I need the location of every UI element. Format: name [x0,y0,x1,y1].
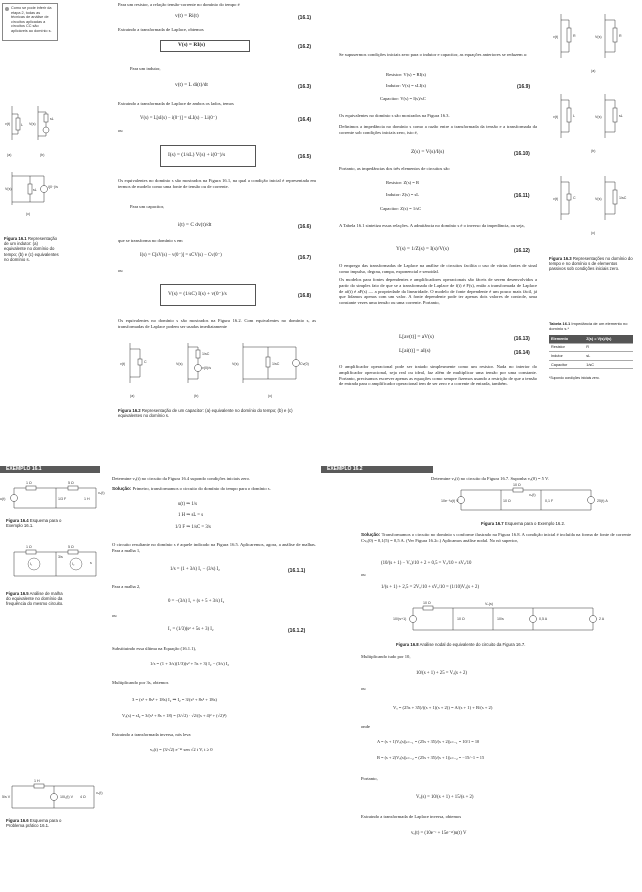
svg-text:C: C [144,360,147,364]
paragraph: Extraindo a transformada de Laplace inversa, obtemos [361,814,462,819]
equation: vₒ(t) = (10e⁻ᵗ + 15e⁻²ᵗ)u(t) V [411,831,467,836]
equation: 1 H ⇒ sL = s [178,513,204,518]
equation: i(t) = C dv(t)/dt [178,222,212,228]
equation: I(s) = C[sV(s) − v(0⁻)] = sCV(s) − Cv(0⁻) [140,253,222,258]
equation: I(s) = (1/sL) V(s) + i(0⁻)/s [168,152,226,158]
paragraph: O circuito resultante no domínio s é aquele indicado na Figura 16.5. Aplicaremos, agora, a análise de malhas. Para a malha 1, [112,542,316,553]
figure-16-5-diagram [6,544,106,584]
table-header-cell: Z(s) = V(s)/I(s) [584,335,633,343]
table-cell: R [584,343,633,352]
page-bottom-left [0,446,321,892]
svg-text:10/(s+1): 10/(s+1) [393,617,407,621]
equation-number: (16.12) [514,248,530,254]
svg-text:5 Ω: 5 Ω [68,545,74,549]
impedance-inductor: Indutor: Z(s) = sL [386,192,420,197]
svg-text:(a): (a) [591,69,596,73]
equation-number: (16.2) [298,44,312,50]
svg-text:0,5 A: 0,5 A [539,617,548,621]
svg-text:10I₁(t) V: 10I₁(t) V [60,795,73,799]
table-header-cell: Elemento [549,335,584,343]
equation-number: (16.6) [298,224,312,230]
table-row [549,352,633,361]
paragraph [361,532,631,544]
impedance-table [549,335,633,369]
equation: L[ai(t)] = aI(s) [399,348,431,354]
svg-text:V(s): V(s) [595,115,602,119]
paragraph: O emprego das transformadas de Laplace na análise de circuitos facilita o uso de várias fontes de sinal como impulso, degrau, rampa, exponencial e senoidal. [339,263,537,274]
paragraph: onde [361,724,370,729]
page-bottom-right [321,446,642,892]
table-cell: Resistor [549,343,584,352]
figure-16-1-diagram [4,100,59,220]
equation: Vₒ = (25s + 35)/((s + 1)(s + 2)) = A/(s + 1) + B/(s + 2) [393,705,493,710]
svg-text:V(s): V(s) [595,197,602,201]
svg-text:v(t): v(t) [120,362,126,366]
equation: Vₒ(s) = 10/(s + 1) + 15/(s + 2) [416,795,474,800]
table-row [549,343,633,352]
svg-text:2 A: 2 A [599,617,605,621]
equation: V(s) = L[sI(s) − i(0⁻)] = sLI(s) − Li(0⁻) [140,116,217,121]
paragraph: Para a malha 2, [112,584,141,589]
paragraph: que se transforma no domínio s em [118,238,183,243]
equation-number: (16.3) [298,84,312,90]
svg-text:10 Ω: 10 Ω [513,483,521,487]
svg-text:10e⁻ᵗu(t) V: 10e⁻ᵗu(t) V [441,499,459,503]
figure-16-7-diagram [441,484,621,514]
paragraph: A Tabela 16.1 sintetiza essas relações. A admitância no domínio s é o inverso da impedância, ou seja, [339,223,525,228]
paragraph: Para um indutor, [130,66,161,71]
figure-16-8-text: Análise nodal do equivalente do circuito da Figura 16.7. [419,642,526,647]
paragraph: Os equivalentes no domínio s são mostrados na Figura 16.2. Com equivalentes no domínio s, as transformadas de Laplace podem ser usadas imediatamente [118,318,316,329]
svg-text:L: L [21,123,23,127]
figure-16-3-label: Figura 16.3 [549,256,572,261]
svg-text:V(s): V(s) [176,362,183,366]
svg-text:C: C [573,196,576,200]
svg-text:v(t): v(t) [5,122,11,126]
figure-16-4-caption [6,518,62,528]
equation: V(s) = RI(s) [178,42,206,48]
figure-16-4-label: Figura 16.4 [6,518,29,523]
equation-number: (16.8) [298,293,312,299]
impedance-resistor: Resistor: Z(s) = R [386,180,420,185]
figure-16-2-caption [118,408,316,418]
svg-text:10 Ω: 10 Ω [423,601,431,605]
svg-text:V(s): V(s) [5,187,12,191]
svg-text:v(t): v(t) [553,115,559,119]
svg-text:vₒ(t): vₒ(t) [96,791,103,795]
equation: I₁ = (1/3)(s² + 5s + 3) I₂ [168,627,214,632]
svg-text:R: R [573,34,576,38]
figure-16-3-caption [549,256,635,272]
svg-text:i(0⁻)/s: i(0⁻)/s [48,185,58,189]
paragraph: Definimos a impedância no domínio s como a razão entre a transformada da tensão e a transformada da corrente sob condições iniciais zero, isto é, [339,124,537,135]
example-banner: EXEMPLO 16.2 [321,466,433,473]
equation: Vₒ(s) = sI₂ = 3/(s² + 8s + 18) = (3/√2) · √2/((s + 4)² + (√2)²) [122,713,227,718]
equation: u(t) ⇒ 1/s [178,502,197,507]
solution-label: Solução: [361,532,381,537]
figure-16-2-text: Representação de um capacitor: (a) equivalente no domínio do tempo; (b) e (c) equivalentes no domínio s. [118,408,293,419]
table-cell: Capacitor [549,360,584,369]
equation: Y(s) = 1/Z(s) = I(s)/V(s) [396,246,449,252]
svg-text:1 Ω: 1 Ω [26,545,32,549]
svg-text:3/s: 3/s [58,555,63,559]
paragraph: Extraindo a transformada de Laplace, obtemos [118,27,204,32]
svg-text:R: R [619,34,622,38]
svg-text:10 Ω: 10 Ω [503,499,511,503]
equation: 1/s = (1 + 3/s)(1/3)(s² + 5s + 3) I₂ − (3/s) I₂ [150,661,230,666]
svg-text:v(0)/s: v(0)/s [202,366,211,370]
paragraph: Os modelos para fontes dependentes e amplificadores operacionais são fáceis de serem desenvolvidos a partir do simples fato de que se a transformada de Laplace de f(t) é F(s), então a transformada de Laplace de af(t) é aF(s) — a propriedade da linearidade. O modelo de fonte dependente é um pouco mais fácil, já que lidamos apenas com um valor. A fonte dependente pode ter apenas dois valores de controle, uma constante vezes uma tensão ou uma corrente. Portanto, [339,277,537,306]
svg-text:V(s): V(s) [29,122,36,126]
svg-text:(a): (a) [130,394,135,398]
equation: v(t) = L di(t)/dt [175,82,208,88]
svg-text:5/s V: 5/s V [2,795,11,799]
figure-16-3-text: Representações no domínio do tempo e no domínio s de elementos passivos sob condições iniciais zero. [549,256,633,272]
paragraph: Multiplicando tudo por 10, [361,654,411,659]
margin-note-text: Como se pode inferir da etapa 2, todas as técnicas de análise de circuitos aplicadas a circuitos CC são aplicáveis ao domínio s. [11,6,52,33]
figure-16-8-diagram [393,600,623,636]
svg-text:vₒ(t): vₒ(t) [529,493,536,497]
equation-number: (16.1.2) [288,628,306,634]
table-row [549,360,633,369]
paragraph: Multiplicando por 3s, obtemos [112,680,169,685]
equation-number: (16.5) [298,154,312,160]
svg-text:(b): (b) [40,153,45,157]
paragraph: ou [361,572,366,577]
equation: 3 = (s³ + 8s² + 18s) I₂ ⇒ I₂ = 3/(s³ + 8s² + 18s) [132,697,217,702]
figure-16-2-diagram [118,335,308,405]
equation-number: (16.1.1) [288,568,306,574]
page-top-left [0,0,321,446]
figure-16-7-caption [481,521,631,526]
svg-text:1 Ω: 1 Ω [26,481,32,485]
svg-text:Vₒ(s): Vₒ(s) [485,602,493,606]
svg-text:(b): (b) [591,149,596,153]
paragraph: Portanto, [361,776,378,781]
relation-inductor: Indutor: V(s) = sLI(s) [386,83,426,88]
figure-16-7-text: Esquema para o Exemplo 16.2. [504,521,566,526]
equation: 10/(s + 1) + 25 = Vₒ(s + 2) [416,671,468,676]
paragraph: Portanto, as impedâncias dos três elementos de circuitos são [339,166,450,171]
figure-16-1-text: Representação de um indutor: (a) equivalente no domínio do tempo; (b) e (c) equivalentes no domínio s. [4,236,59,262]
svg-text:(c): (c) [268,394,273,398]
figure-16-3-diagram [553,6,639,246]
svg-text:(c): (c) [591,231,596,235]
svg-text:vₒ(t): vₒ(t) [98,491,105,495]
table-cell: Indutor [549,352,584,361]
figure-16-8-label: Figura 16.8 [396,642,419,647]
svg-text:5 Ω: 5 Ω [68,481,74,485]
margin-note [2,3,58,41]
svg-text:4 Ω: 4 Ω [80,795,86,799]
equation: Z(s) = V(s)/I(s) [411,149,445,155]
svg-text:1 H: 1 H [84,497,90,501]
paragraph: ou [118,128,123,133]
figure-16-5-label: Figura 16.5 [6,591,29,596]
table-title-text: Impedância de um elemento no domínio s.* [549,321,628,331]
equation-number: (16.1) [298,15,312,21]
svg-text:0,1 F: 0,1 F [545,499,554,503]
paragraph: O amplificador operacional pode ser tratado simplesmente como um resistor. Nada no interior do amplificador operacional, seja real ou ideal, faz além de multiplicar uma tensão por uma constante. Portanto, precisamos escrever apenas as equações como sempre fizemos usando a restrição de que a tensão de entrada para o amplificador operacional tem de ser zero e a corrente de entrada, também. [339,364,537,387]
example-banner: EXEMPLO 16.1 [0,466,100,473]
svg-text:1 H: 1 H [34,779,40,783]
solution-text: Transformamos o circuito no domínio s conforme ilustrado na Figura 16.8. A condição inicial é incluída na forma de fonte de corrente Cvₒ(0) = 0,1(5) = 0,5 A. (Ver Figura 16.2c.) Aplicamos análise nodal. No nó superior, [361,532,631,543]
impedance-capacitor: Capacitor: Z(s) = 1/sC [380,206,422,211]
figure-16-7-label: Figura 16.7 [481,521,504,526]
equation: V(s) = (1/sC) I(s) + v(0⁻)/s [168,291,227,297]
equation-number: (16.11) [514,193,530,199]
paragraph: Os equivalentes no domínio s são mostrados na Figura 16.1, na qual a condição inicial é representada em termos de modelo como uma fonte de tensão ou de corrente. [118,178,316,189]
svg-text:(a): (a) [7,153,12,157]
equation-number: (16.14) [514,350,530,356]
svg-text:s: s [90,561,92,565]
equation: 1/3 F ⇒ 1/sC = 3/s [175,525,211,530]
svg-text:1/sC: 1/sC [202,352,210,356]
equation-number: (16.13) [514,336,530,342]
table-label: Tabela 16.1 [549,321,571,326]
relation-capacitor: Capacitor: V(s) = I(s)/sC [380,96,426,101]
solution-label: Solução: [112,486,132,491]
paragraph: Os equivalentes no domínio s são mostrados na Figura 16.3. [339,113,450,118]
figure-16-6-label: Figura 16.6 [6,818,29,823]
paragraph [112,486,316,492]
equation: A = (s + 1)Vₒ(s)|ₛ₌₋₁ = (25s + 35)/(s + 2)|ₛ₌₋₁ = 10/1 = 10 [377,739,480,744]
svg-text:I₁: I₁ [30,562,33,566]
paragraph: Substituindo essa última na Equação (16.1.1), [112,646,197,651]
svg-text:1/sC: 1/sC [272,362,280,366]
page-top-right [321,0,642,446]
svg-text:L: L [573,114,575,118]
svg-text:V(s): V(s) [232,362,239,366]
paragraph: ou [112,613,117,618]
paragraph: Determine vₒ(t) no circuito da Figura 16.4 supondo condições iniciais zero. [112,476,251,481]
figure-16-4-text: Esquema para o Exemplo 16.1. [6,518,62,529]
svg-text:10/s: 10/s [497,617,504,621]
svg-text:v(t): v(t) [553,35,559,39]
relation-resistor: Resistor: V(s) = RI(s) [386,72,426,77]
paragraph: Determine vₒ(t) no circuito da Figura 16.7. Suponha vₒ(0) = 5 V. [431,476,549,481]
note-bullet-icon [5,7,9,11]
svg-text:v(t): v(t) [553,197,559,201]
svg-text:sL: sL [50,117,54,121]
equation: (10/(s + 1) − Vₒ)/10 + 2 + 0,5 = Vₒ/10 + sVₒ/10 [381,561,472,566]
equation: vₒ(t) = (3/√2) e⁻⁴ᵗ sen √2 t V, t ≥ 0 [150,747,213,752]
svg-text:2δ(t) A: 2δ(t) A [597,499,608,503]
paragraph: ou [118,268,123,273]
svg-text:I₂: I₂ [72,562,75,566]
figure-16-4-diagram [0,480,106,514]
svg-text:V(s): V(s) [595,35,602,39]
equation-number: (16.9) [517,84,531,90]
svg-text:u(t): u(t) [0,497,6,501]
figure-16-1-caption [4,236,60,262]
svg-text:(c): (c) [26,212,31,216]
equation-number: (16.7) [298,255,312,261]
equation: 0 = −(3/s) I₁ + (s + 5 + 3/s) I₂ [168,599,225,604]
table-cell: sL [584,352,633,361]
figure-16-5-caption [6,591,64,607]
figure-16-6-text: Esquema para o Problema prático 16.1. [6,818,62,829]
paragraph: ou [361,686,366,691]
paragraph: Para um capacitor, [130,204,165,209]
figure-16-1-label: Figura 16.1 [4,236,27,241]
equation: v(t) = Ri(t) [175,13,199,19]
equation: 1/s = (1 + 3/s) I₁ − (3/s) I₂ [170,567,220,572]
svg-text:(b): (b) [194,394,199,398]
svg-text:Cv(0): Cv(0) [300,362,309,366]
equation-number: (16.4) [298,117,312,123]
svg-text:1/sC: 1/sC [619,196,627,200]
table-16-1-title [549,322,633,332]
equation: L[av(t)] = aV(s) [399,334,434,340]
svg-text:sL: sL [33,188,37,192]
figure-16-2-label: Figura 16.2 [118,408,141,413]
svg-text:1/3 F: 1/3 F [58,497,67,501]
svg-text:10 Ω: 10 Ω [457,617,465,621]
figure-16-6-diagram [4,778,104,814]
paragraph: Para um resistor, a relação tensão-corrente no domínio do tempo é [118,2,240,7]
table-header-row [549,335,633,343]
figure-16-8-caption [396,642,626,647]
table-cell: 1/sC [584,360,633,369]
equation-number: (16.10) [514,151,530,157]
equation: 1/(s + 1) + 2,5 = 2Vₒ/10 + sVₒ/10 = (1/10)Vₒ(s + 2) [381,585,480,590]
table-footnote: *Supondo condições iniciais zero. [549,376,600,380]
paragraph: Extraindo a transformada inversa, nós leva [112,732,191,737]
solution-text: Primeiro, transformamos o circuito do domínio do tempo para o domínio s. [132,486,271,491]
figure-16-6-caption [6,818,64,828]
paragraph: Extraindo a transformada de Laplace de ambos os lados, temos [118,101,234,106]
svg-text:sL: sL [619,114,623,118]
figure-16-5-text: Análise de malha do equivalente no domínio da frequência do mesmo circuito. [6,591,64,607]
equation: B = (s + 2)Vₒ(s)|ₛ₌₋₂ = (25s + 35)/(s + 1)|ₛ₌₋₂ = −15/−1 = 15 [377,755,485,760]
paragraph: Se supusermos condições iniciais zero para o indutor e capacitor, as equações anteriores se reduzem a: [339,52,528,57]
